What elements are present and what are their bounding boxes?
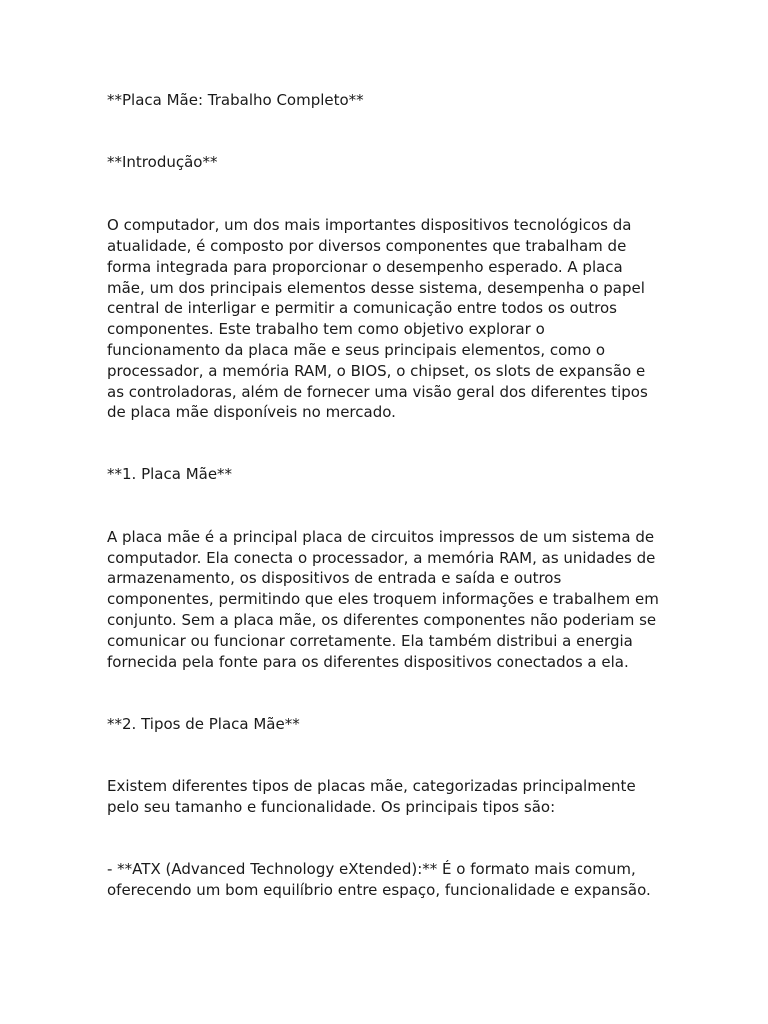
paragraph-line: computador. Ela conecta o processador, a memória RAM, as unidades de — [107, 549, 656, 567]
list-item-line: - **ATX (Advanced Technology eXtended):** É o formato mais comum, — [107, 860, 636, 878]
paragraph-line: Existem diferentes tipos de placas mãe, categorizadas principalmente — [107, 777, 636, 795]
section2-heading: **2. Tipos de Placa Mãe** — [107, 715, 300, 733]
list-item-line: oferecendo um bom equilíbrio entre espaço, funcionalidade e expansão. — [107, 881, 651, 899]
paragraph-line: componentes, permitindo que eles troquem informações e trabalhem em — [107, 590, 659, 608]
paragraph-line: processador, a memória RAM, o BIOS, o chipset, os slots de expansão e — [107, 362, 646, 380]
paragraph-line: de placa mãe disponíveis no mercado. — [107, 403, 396, 421]
paragraph-line: as controladoras, além de fornecer uma visão geral dos diferentes tipos — [107, 383, 648, 401]
paragraph-line: forma integrada para proporcionar o desempenho esperado. A placa — [107, 258, 623, 276]
paragraph-line: atualidade, é composto por diversos componentes que trabalham de — [107, 237, 627, 255]
paragraph-line: funcionamento da placa mãe e seus principais elementos, como o — [107, 341, 606, 359]
paragraph-line: componentes. Este trabalho tem como objetivo explorar o — [107, 320, 545, 338]
paragraph-line: conjunto. Sem a placa mãe, os diferentes componentes não poderiam se — [107, 611, 657, 629]
paragraph-line: O computador, um dos mais importantes dispositivos tecnológicos da — [107, 216, 632, 234]
intro-heading: **Introdução** — [107, 153, 218, 171]
paragraph-line: mãe, um dos principais elementos desse sistema, desempenha o papel — [107, 279, 645, 297]
section1-heading: **1. Placa Mãe** — [107, 465, 233, 483]
paragraph-line: fornecida pela fonte para os diferentes dispositivos conectados a ela. — [107, 653, 629, 671]
paragraph-line: armazenamento, os dispositivos de entrada e saída e outros — [107, 569, 562, 587]
paragraph-line: pelo seu tamanho e funcionalidade. Os principais tipos são: — [107, 798, 556, 816]
paragraph-line: comunicar ou funcionar corretamente. Ela também distribui a energia — [107, 632, 633, 650]
paragraph-line: A placa mãe é a principal placa de circuitos impressos de um sistema de — [107, 528, 655, 546]
paragraph-line: central de interligar e permitir a comunicação entre todos os outros — [107, 299, 617, 317]
document-title: **Placa Mãe: Trabalho Completo** — [107, 91, 364, 109]
